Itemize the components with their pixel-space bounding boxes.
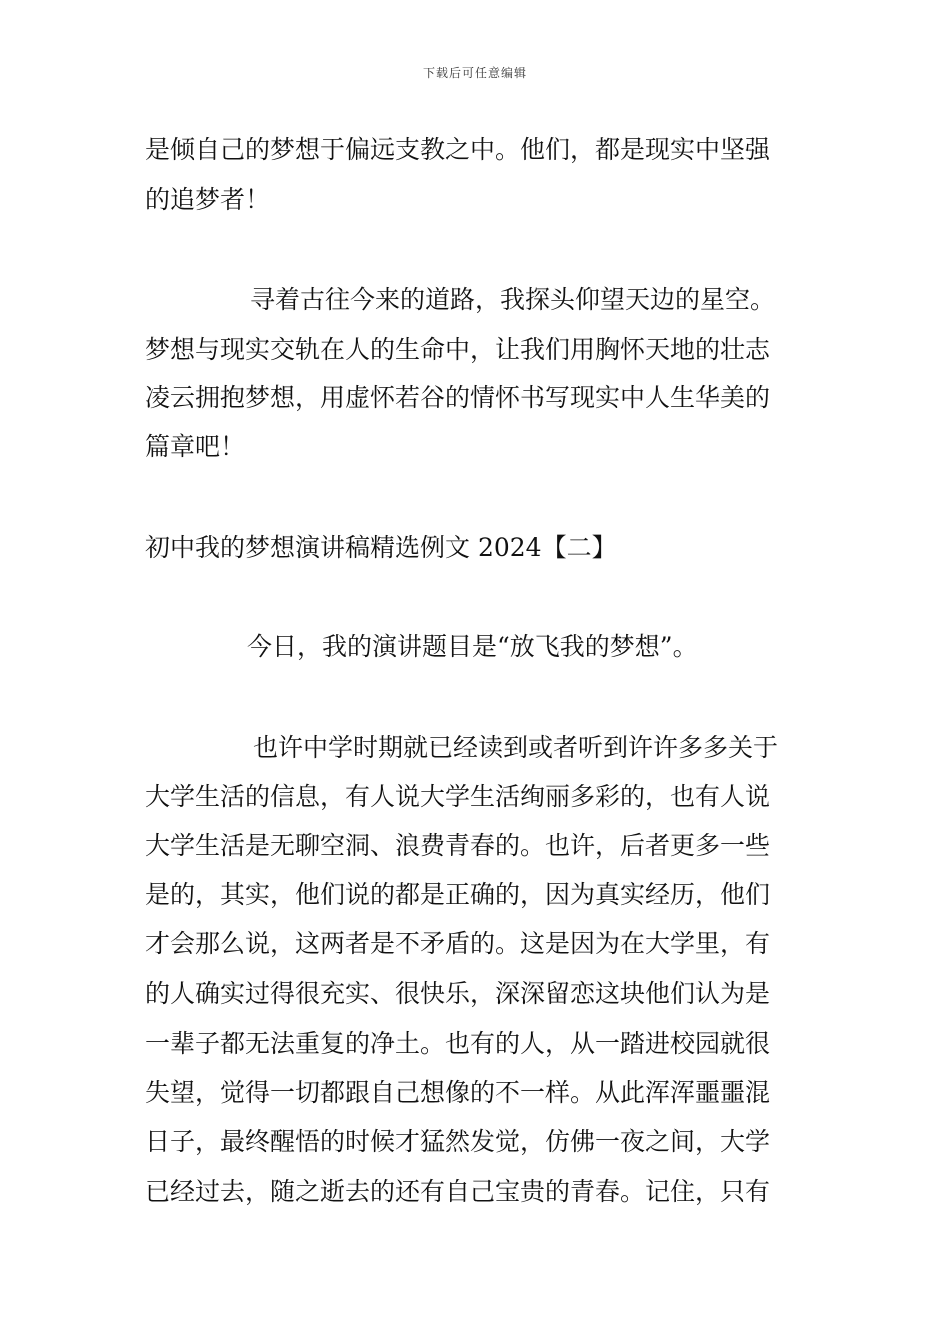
paragraph-4-line-4: 是的，其实，他们说的都是正确的，因为真实经历，他们	[145, 880, 771, 909]
paragraph-2-line-4: 篇章吧！	[145, 432, 246, 461]
paragraph-4-line-6: 的人确实过得很充实、很快乐，深深留恋这块他们认为是	[145, 979, 771, 1008]
paragraph-4-line-5: 才会那么说，这两者是不矛盾的。这是因为在大学里，有	[145, 929, 771, 958]
paragraph-1-line-1: 是倾自己的梦想于偏远支教之中。他们，都是现实中坚强	[145, 135, 771, 164]
paragraph-3-line-1: 今日，我的演讲题目是“放飞我的梦想”。	[247, 632, 698, 661]
paragraph-4-line-1: 也许中学时期就已经读到或者听到许许多多关于	[253, 733, 779, 762]
paragraph-4-line-7: 一辈子都无法重复的净土。也有的人，从一踏进校园就很	[145, 1029, 771, 1058]
page-header: 下载后可任意编辑	[422, 66, 527, 80]
section-heading: 初中我的梦想演讲稿精选例文 2024【二】	[145, 533, 617, 562]
paragraph-4-line-3: 大学生活是无聊空洞、浪费青春的。也许，后者更多一些	[145, 831, 771, 860]
paragraph-2-line-3: 凌云拥抱梦想，用虚怀若谷的情怀书写现实中人生华美的	[145, 383, 771, 412]
paragraph-2-line-2: 梦想与现实交轨在人的生命中，让我们用胸怀天地的壮志	[145, 335, 771, 364]
paragraph-4-line-8: 失望，觉得一切都跟自己想像的不一样。从此浑浑噩噩混	[145, 1078, 771, 1107]
paragraph-2-line-1: 寻着古往今来的道路，我探头仰望天边的星空。	[250, 285, 776, 314]
paragraph-1-line-2: 的追梦者！	[145, 185, 271, 214]
paragraph-4-line-9: 日子，最终醒悟的时候才猛然发觉，仿佛一夜之间，大学	[145, 1127, 771, 1156]
paragraph-4-line-10: 已经过去，随之逝去的还有自己宝贵的青春。记住，只有	[145, 1177, 771, 1206]
paragraph-4-line-2: 大学生活的信息，有人说大学生活绚丽多彩的，也有人说	[145, 782, 771, 811]
